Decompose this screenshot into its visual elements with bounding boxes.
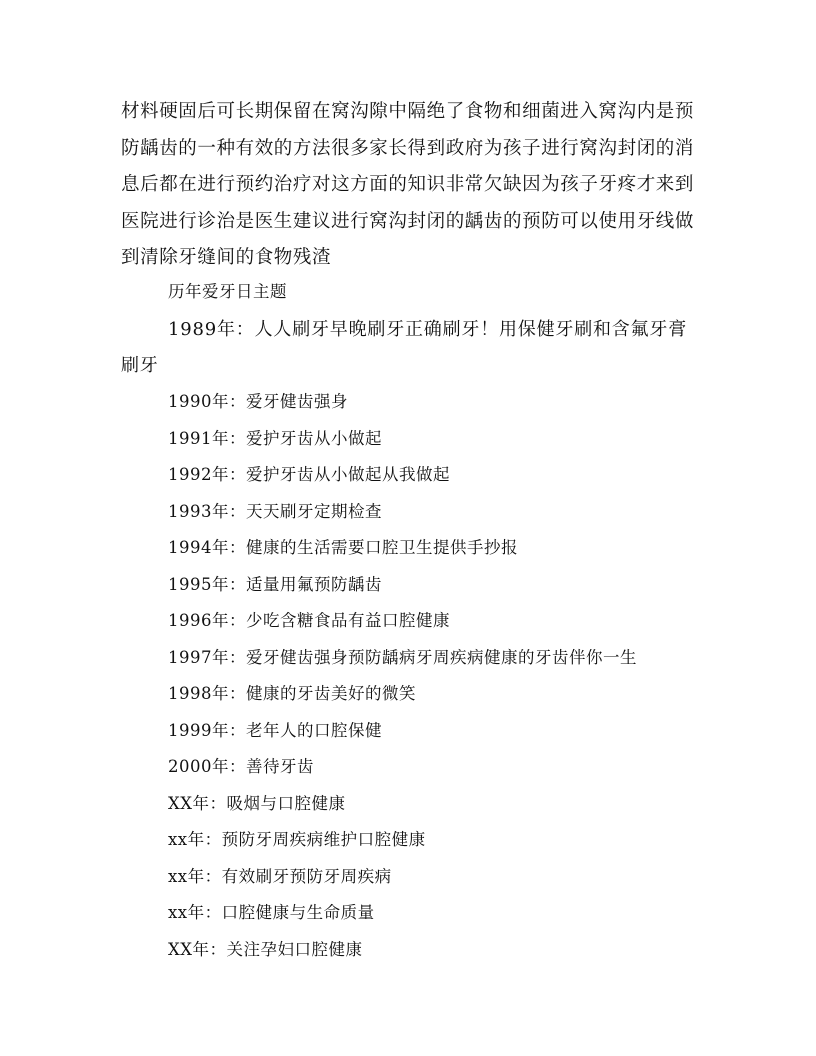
list-item: 1995年：适量用氟预防龋齿 [168,574,382,594]
list-item: 1998年：健康的牙齿美好的微笑 [168,684,416,703]
list-item: 1996年：少吃含糖食品有益口腔健康 [168,611,450,630]
list-item: 1990年：爱牙健齿强身 [168,392,348,411]
list-item: 1989年：人人刷牙早晚刷牙正确刷牙！用保健牙刷和含氟牙膏刷牙 [121,319,688,376]
list-item: 1999年：老年人的口腔保健 [168,720,382,740]
list-item: xx年：预防牙周疾病维护口腔健康 [168,830,426,849]
list-item: xx年：口腔健康与生命质量 [168,903,375,922]
intro-paragraph: 材料硬固后可长期保留在窝沟隙中隔绝了食物和细菌进入窝沟内是预防龋齿的一种有效的方法很多家长得到政府为孩子进行窝沟封闭的消息后都在进行预约治疗对这方面的知识非常欠缺因为孩子牙疼才来到医院进行诊治是医生建议进行窝沟封闭的龋齿的预防可以使用牙线做到清除牙缝间的食物残渣 [121,101,695,268]
section-heading: 历年爱牙日主题 [168,282,287,301]
theme-list [121,312,699,968]
list-item: XX年：吸烟与口腔健康 [168,793,346,813]
list-item: xx年：有效刷牙预防牙周疾病 [168,866,392,886]
list-item: 1993年：天天刷牙定期检查 [168,501,382,521]
list-item: 2000年：善待牙齿 [168,757,314,776]
list-item: 1991年：爱护牙齿从小做起 [168,428,382,448]
list-item: XX年：关注孕妇口腔健康 [168,939,363,959]
list-item: 1994年：健康的生活需要口腔卫生提供手抄报 [168,538,518,557]
list-item: 1992年：爱护牙齿从小做起从我做起 [168,465,450,484]
list-item: 1997年：爱牙健齿强身预防龋病牙周疾病健康的牙齿伴你一生 [168,647,637,667]
